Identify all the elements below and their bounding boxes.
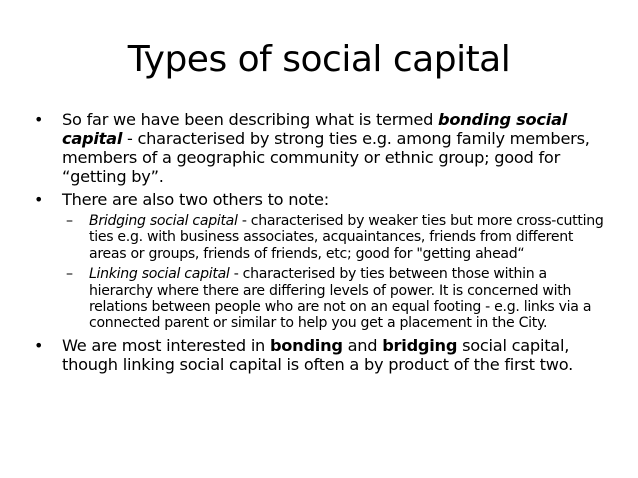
bullet-marker: • (34, 335, 44, 355)
subbullet-text: - characterised by ties between those within a hierarchy where there are differing levels of power. It is concerned with relations between people who are not on an equal footing - e.g. links via a connected parent or similar to help you get a placement in the City. (89, 266, 592, 332)
subbullet-linking (34, 266, 604, 332)
bullet-most-interested (34, 336, 604, 374)
bullet-text: - characterised by strong ties e.g. among family members, members of a geographic community or ethnic group; good for “getting by”. (62, 129, 590, 186)
bullet-marker: • (34, 190, 44, 209)
bullet-bonding (34, 110, 604, 186)
slide-body (34, 110, 604, 378)
bullet-text: social capital, though linking social capital is often a by product of the first two. (62, 335, 573, 374)
bridging-emphasis: bridging (382, 335, 458, 355)
bullet-text: So far we have been describing what is termed (62, 110, 439, 129)
subbullet-marker: – (66, 213, 73, 229)
subbullet-text: - characterised by weaker ties but more cross-cutting ties e.g. with business associates, acquaintances, friends from different areas or groups, friends of friends, etc; good for "getting ahead“ (89, 213, 604, 262)
bonding-emphasis: bonding (269, 335, 343, 355)
bullet-text: We are most interested in (62, 335, 270, 355)
bullet-text: There are also two others to note: (62, 190, 329, 209)
bullet-two-others (34, 190, 604, 209)
slide-title: Types of social capital (127, 39, 511, 80)
subbullet-marker: – (66, 266, 73, 283)
subbullet-bridging (34, 213, 604, 262)
bonding-term: bonding social capital (62, 110, 568, 148)
bullet-marker: • (34, 110, 44, 129)
linking-term: Linking social capital (89, 266, 230, 283)
bullet-text: and (342, 335, 383, 355)
bridging-term: Bridging social capital (89, 213, 238, 229)
